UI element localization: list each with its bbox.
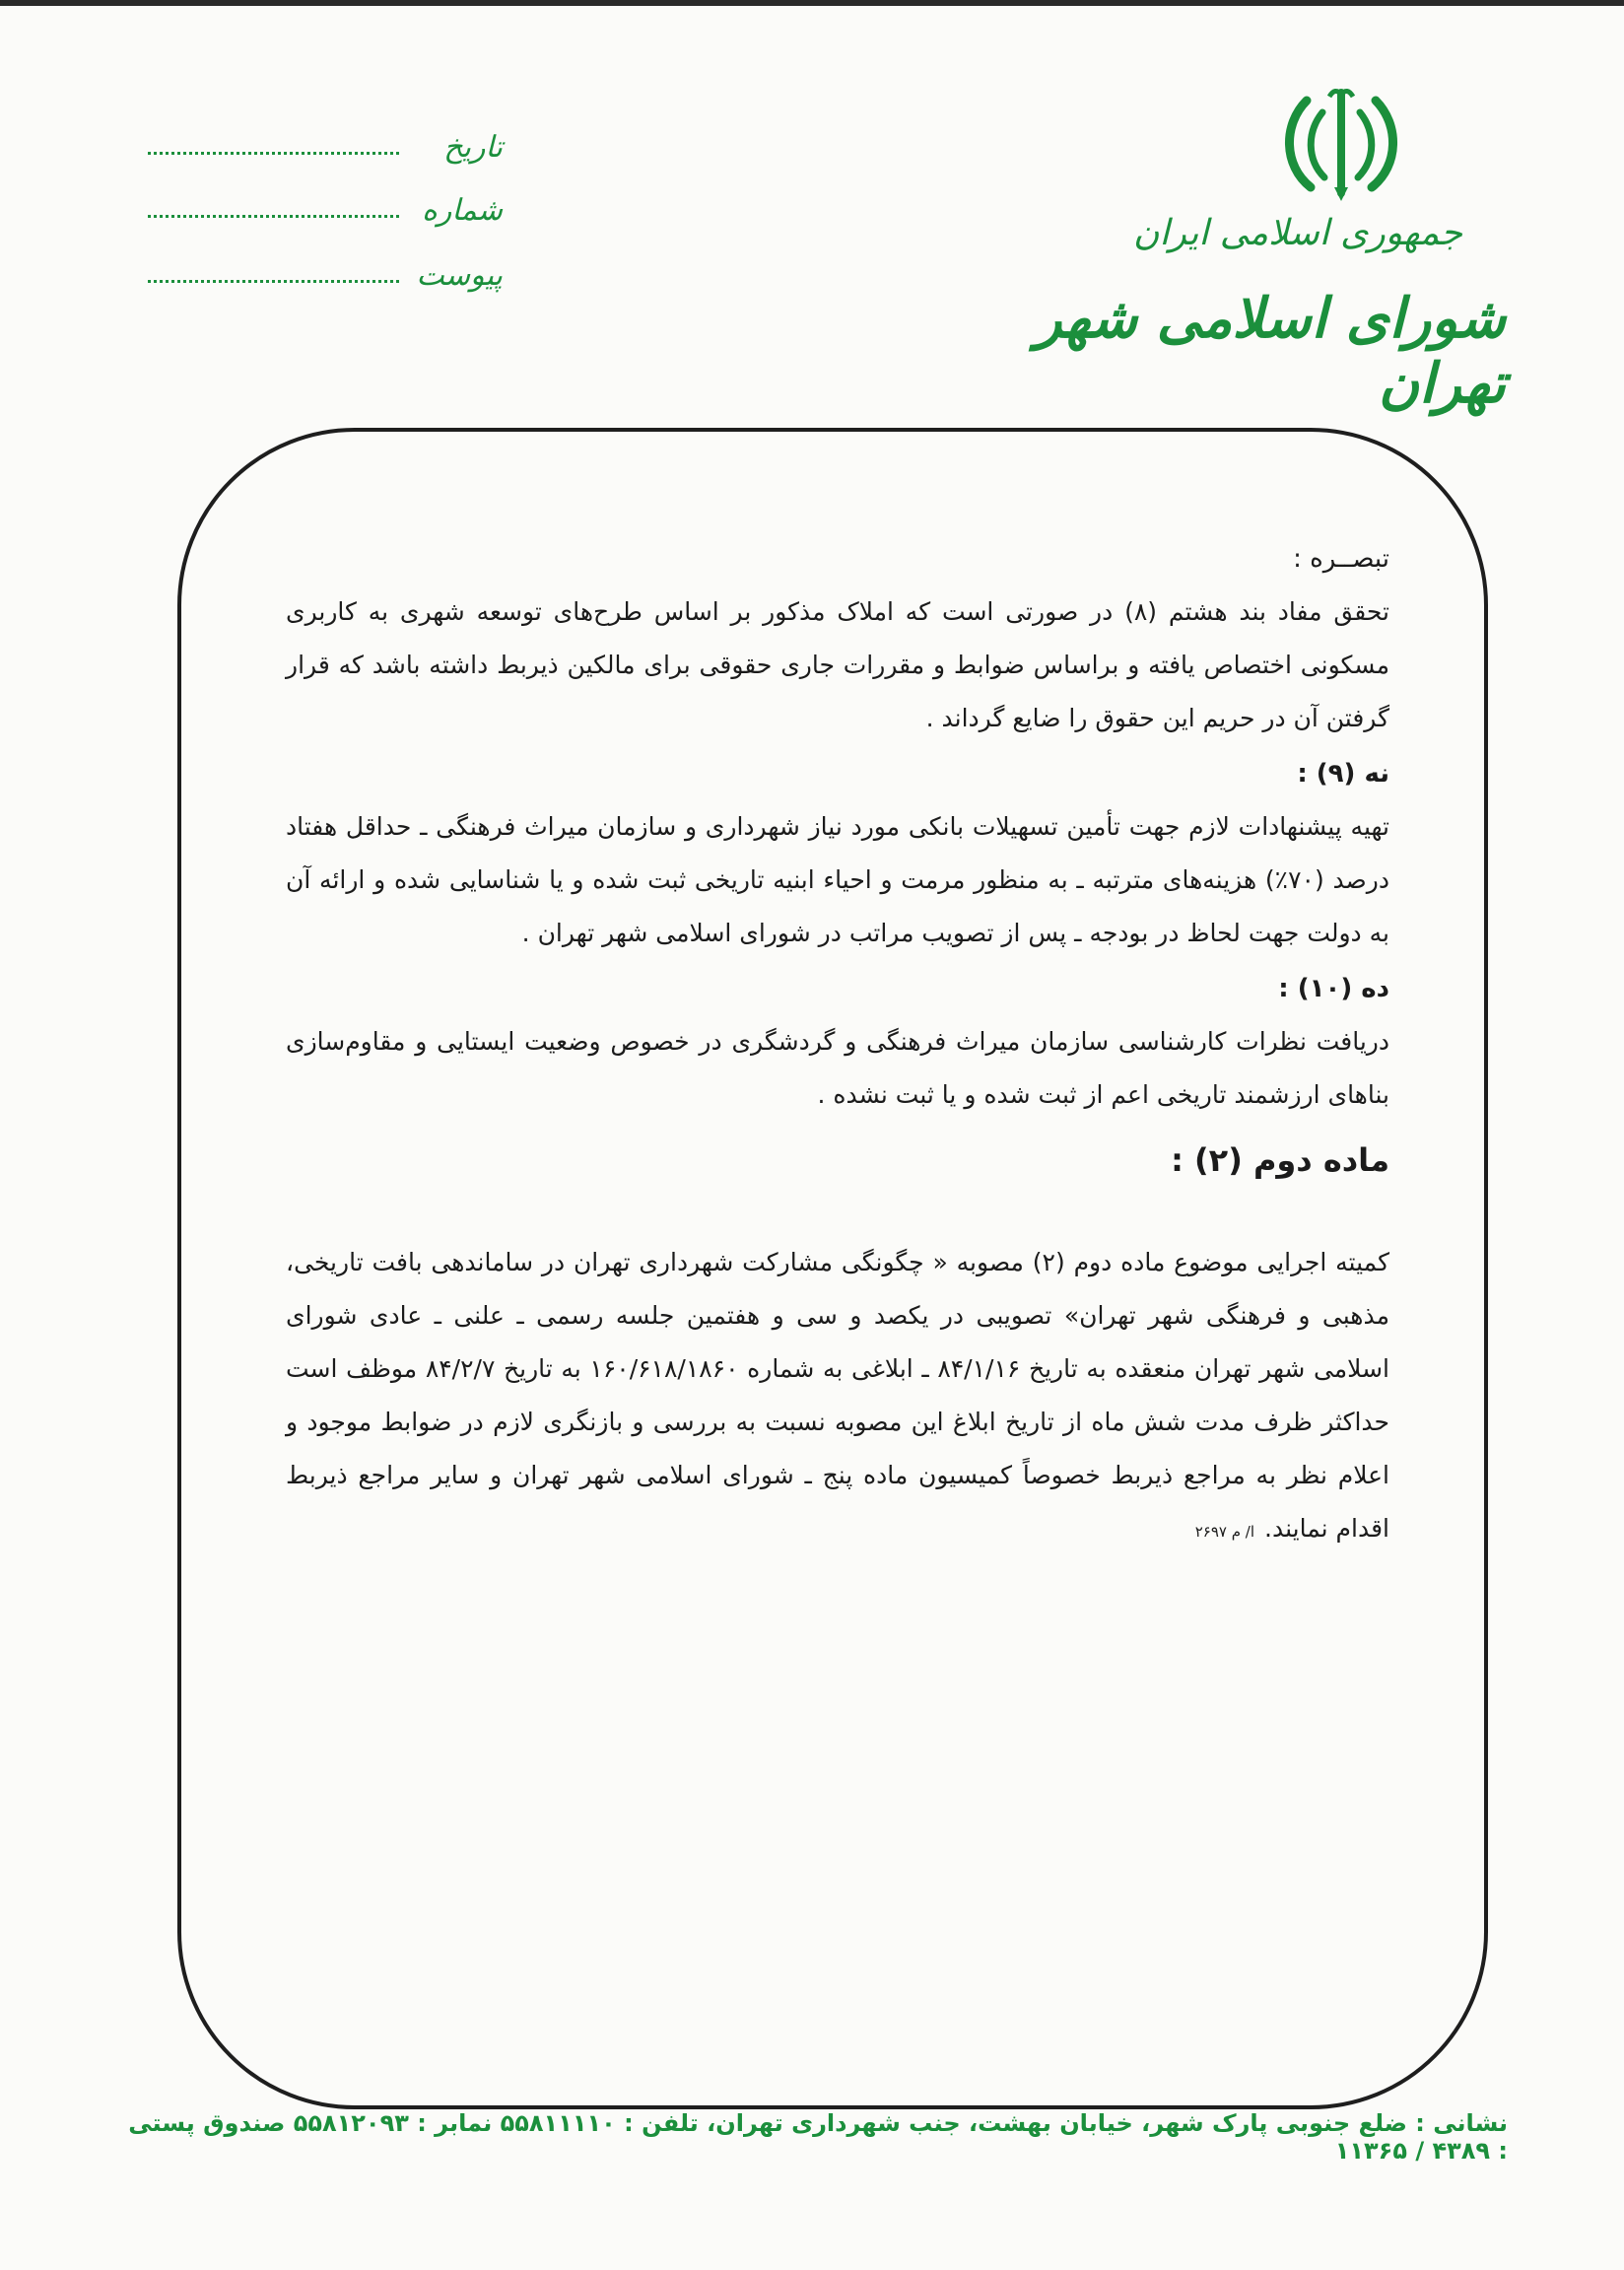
date-field-line bbox=[148, 152, 399, 155]
note-heading: تبصــره : bbox=[1293, 544, 1389, 574]
clause-9-text: تهیه پیشنهادات لازم جهت تأمین تسهیلات بانکی مورد نیاز شهرداری و سازمان میراث فرهنگی ـ حداقل هفتاد درصد (۷۰٪) هزینه‌های مترتبه ـ به منظور مرمت و احیاء ابنیه تاریخی ثبت شده و یا شناسایی شده و ارائه آن به دولت جهت لحاظ در بودجه ـ پس از تصویب مراتب در شورای اسلامی شهر تهران . bbox=[286, 812, 1389, 947]
number-field-line bbox=[148, 215, 399, 218]
date-label: تاریخ bbox=[443, 130, 503, 165]
date-field bbox=[148, 130, 503, 170]
article-2-text: کمیته اجرایی موضوع ماده دوم (۲) مصوبه « چگونگی مشارکت شهرداری تهران در ساماندهی بافت تاریخی، مذهبی و فرهنگی شهر تهران» تصویبی در یکصد و سی و هفتمین جلسه رسمی ـ علنی ـ عادی شورای اسلامی شهر تهران منعقده به تاریخ ۸۴/۱/۱۶ ـ ابلاغی به شماره ۱۶۰/۶۱۸/۱۸۶۰ به تاریخ ۸۴/۲/۷ موظف است حداکثر ظرف مدت شش ماه از تاریخ ابلاغ این مصوبه نسبت به بررسی و بازنگری لازم در ضوابط موجود و اعلام نظر به مراجع ذیربط خصوصاً کمیسیون ماده پنج ـ شورای اسلامی شهر تهران و سایر مراجع ذیربط اقدام نمایند. bbox=[286, 1248, 1389, 1543]
iran-emblem-icon bbox=[1277, 85, 1405, 203]
page-top-edge bbox=[0, 0, 1624, 6]
number-label: شماره bbox=[422, 193, 503, 228]
article-2-paragraph bbox=[286, 1236, 1389, 1558]
attachment-field-line bbox=[148, 280, 399, 283]
document-body bbox=[286, 532, 1389, 1558]
note-text: تحقق مفاد بند هشتم (۸) در صورتی است که املاک مذکور بر اساس طرح‌های توسعه شهری به کاربری مسکونی اختصاص یافته و براساس ضوابط و مقررات جاری حقوقی برای مالکین ذیربط داشته باشد که قرار گرفتن آن در حریم این حقوق را ضایع گرداند . bbox=[286, 597, 1389, 732]
clause-10-text: دریافت نظرات کارشناسی سازمان میراث فرهنگی و گردشگری در خصوص وضعیت ایستایی و مقاوم‌سازی بناهای ارزشمند تاریخی اعم از ثبت شده و یا ثبت نشده . bbox=[286, 1027, 1389, 1109]
footer-address: نشانی : ضلع جنوبی پارک شهر، خیابان بهشت، جنب شهرداری تهران، تلفن : ۵۵۸۱۱۱۱۰ نمابر : ۵۵۸۱۲۰۹۳ صندوق پستی : ۴۳۸۹ / ۱۱۳۶۵ bbox=[128, 2109, 1508, 2165]
attachment-field bbox=[148, 258, 503, 298]
council-name: شورای اسلامی شهر تهران bbox=[1035, 286, 1506, 416]
clause-9-heading: نه (۹) : bbox=[1297, 759, 1389, 789]
number-field bbox=[148, 193, 503, 233]
reference-mark: ا/ م ۲۶۹۷ bbox=[1194, 1523, 1254, 1541]
clause-10-heading: ده (۱۰) : bbox=[1278, 974, 1389, 1003]
attachment-label: پیوست bbox=[416, 258, 503, 293]
article-2-heading: ماده دوم (۲) : bbox=[1171, 1141, 1389, 1179]
republic-name: جمهوری اسلامی ایران bbox=[1133, 213, 1462, 253]
